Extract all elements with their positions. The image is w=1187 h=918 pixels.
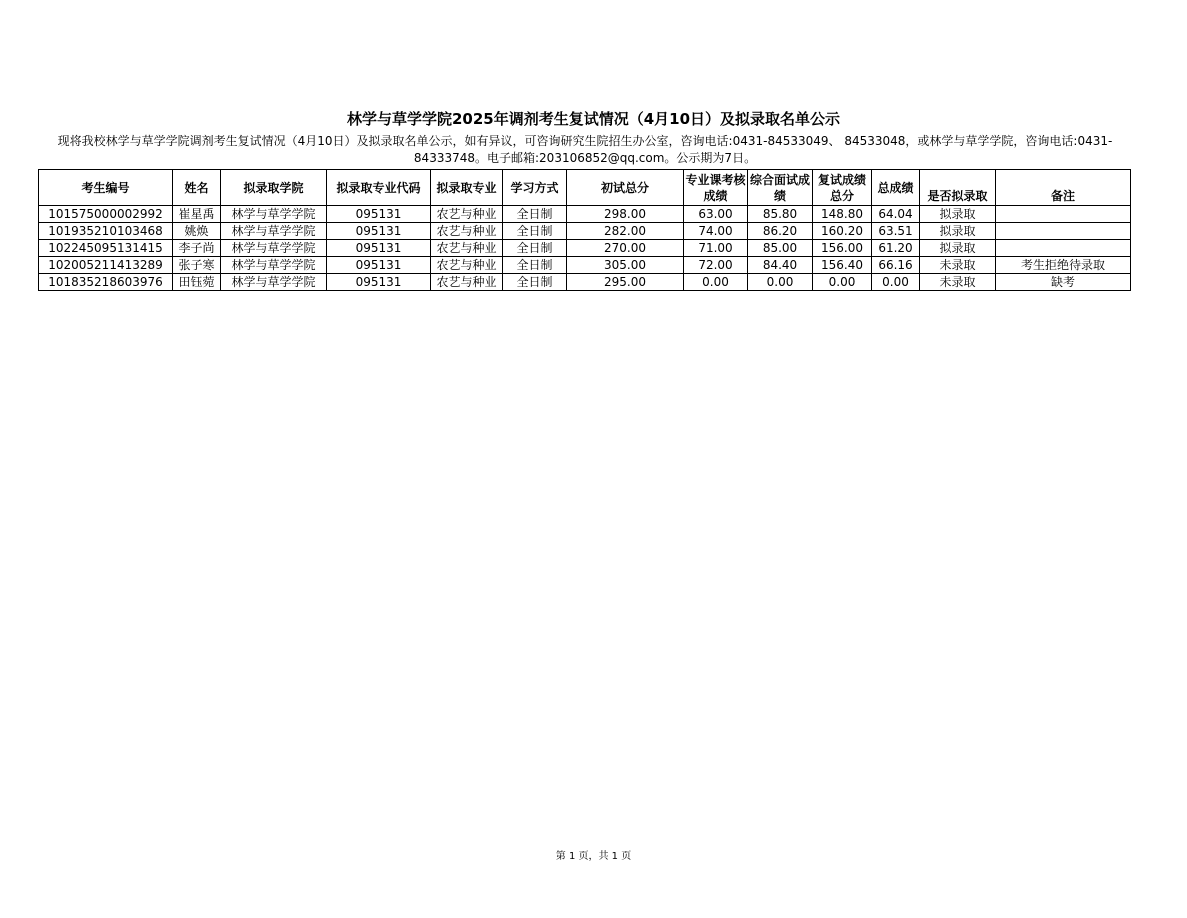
header-overall-score: 总成绩: [872, 170, 920, 206]
table-row: [39, 240, 1131, 257]
cell-initial-total: 282.00: [567, 223, 684, 240]
table-row: [39, 223, 1131, 240]
table-row: [39, 274, 1131, 291]
cell-college: 林学与草学学院: [221, 223, 327, 240]
cell-study-mode: 全日制: [503, 206, 567, 223]
cell-retest-total: 148.80: [813, 206, 872, 223]
cell-retest-total: 160.20: [813, 223, 872, 240]
cell-overall-score: 63.51: [872, 223, 920, 240]
cell-major-code: 095131: [327, 223, 431, 240]
header-college: 拟录取学院: [221, 170, 327, 206]
cell-major: 农艺与种业: [431, 206, 503, 223]
cell-exam-id: 102245095131415: [39, 240, 173, 257]
header-interview-score: 综合面试成绩: [748, 170, 813, 206]
cell-exam-id: 101835218603976: [39, 274, 173, 291]
cell-major: 农艺与种业: [431, 257, 503, 274]
cell-specialty-score: 0.00: [684, 274, 748, 291]
cell-exam-id: 101575000002992: [39, 206, 173, 223]
cell-remarks: [996, 223, 1131, 240]
cell-interview-score: 85.00: [748, 240, 813, 257]
cell-admitted: 拟录取: [920, 240, 996, 257]
page-footer: 第 1 页，共 1 页: [555, 851, 632, 862]
cell-overall-score: 66.16: [872, 257, 920, 274]
cell-retest-total: 156.40: [813, 257, 872, 274]
cell-major-code: 095131: [327, 206, 431, 223]
cell-admitted: 拟录取: [920, 223, 996, 240]
cell-college: 林学与草学学院: [221, 257, 327, 274]
header-major: 拟录取专业: [431, 170, 503, 206]
cell-major: 农艺与种业: [431, 223, 503, 240]
cell-study-mode: 全日制: [503, 257, 567, 274]
cell-admitted: 未录取: [920, 274, 996, 291]
cell-overall-score: 61.20: [872, 240, 920, 257]
header-major-code: 拟录取专业代码: [327, 170, 431, 206]
cell-interview-score: 86.20: [748, 223, 813, 240]
table-header-row: [39, 170, 1131, 206]
header-name: 姓名: [173, 170, 221, 206]
cell-remarks: 缺考: [996, 274, 1131, 291]
cell-interview-score: 0.00: [748, 274, 813, 291]
header-retest-total: 复试成绩总分: [813, 170, 872, 206]
table-row: [39, 206, 1131, 223]
cell-specialty-score: 63.00: [684, 206, 748, 223]
cell-name: 张子寒: [173, 257, 221, 274]
cell-interview-score: 84.40: [748, 257, 813, 274]
cell-study-mode: 全日制: [503, 223, 567, 240]
cell-college: 林学与草学学院: [221, 240, 327, 257]
cell-admitted: 未录取: [920, 257, 996, 274]
cell-specialty-score: 74.00: [684, 223, 748, 240]
cell-overall-score: 0.00: [872, 274, 920, 291]
header-initial-total: 初试总分: [567, 170, 684, 206]
cell-college: 林学与草学学院: [221, 206, 327, 223]
cell-overall-score: 64.04: [872, 206, 920, 223]
cell-initial-total: 295.00: [567, 274, 684, 291]
header-specialty-score: 专业课考核成绩: [684, 170, 748, 206]
cell-remarks: [996, 206, 1131, 223]
cell-specialty-score: 71.00: [684, 240, 748, 257]
cell-study-mode: 全日制: [503, 274, 567, 291]
cell-exam-id: 101935210103468: [39, 223, 173, 240]
cell-specialty-score: 72.00: [684, 257, 748, 274]
cell-name: 李子尚: [173, 240, 221, 257]
header-study-mode: 学习方式: [503, 170, 567, 206]
cell-major-code: 095131: [327, 257, 431, 274]
cell-major: 农艺与种业: [431, 274, 503, 291]
cell-initial-total: 270.00: [567, 240, 684, 257]
cell-major: 农艺与种业: [431, 240, 503, 257]
header-remarks: 备注: [996, 170, 1131, 206]
cell-exam-id: 102005211413289: [39, 257, 173, 274]
notice-paragraph: 现将我校林学与草学学院调剂考生复试情况（4月10日）及拟录取名单公示，如有异议，可咨询研究生院招生办公室，咨询电话:0431-84533049、 84533048，或林学与草学学院，咨询电话:0431-84333748。电子邮箱:203106852@qq.com。公示期为7日。: [57, 134, 1113, 165]
cell-initial-total: 298.00: [567, 206, 684, 223]
cell-admitted: 拟录取: [920, 206, 996, 223]
header-exam-id: 考生编号: [39, 170, 173, 206]
cell-name: 田钰菀: [173, 274, 221, 291]
cell-name: 姚焕: [173, 223, 221, 240]
admission-table: [38, 169, 1131, 291]
cell-remarks: 考生拒绝待录取: [996, 257, 1131, 274]
cell-retest-total: 0.00: [813, 274, 872, 291]
cell-initial-total: 305.00: [567, 257, 684, 274]
cell-remarks: [996, 240, 1131, 257]
cell-interview-score: 85.80: [748, 206, 813, 223]
header-admitted: 是否拟录取: [920, 170, 996, 206]
cell-retest-total: 156.00: [813, 240, 872, 257]
cell-college: 林学与草学学院: [221, 274, 327, 291]
cell-major-code: 095131: [327, 240, 431, 257]
document-title: 林学与草学学院2025年调剂考生复试情况（4月10日）及拟录取名单公示: [346, 110, 841, 128]
table-row: [39, 257, 1131, 274]
cell-name: 崔星禹: [173, 206, 221, 223]
cell-major-code: 095131: [327, 274, 431, 291]
cell-study-mode: 全日制: [503, 240, 567, 257]
